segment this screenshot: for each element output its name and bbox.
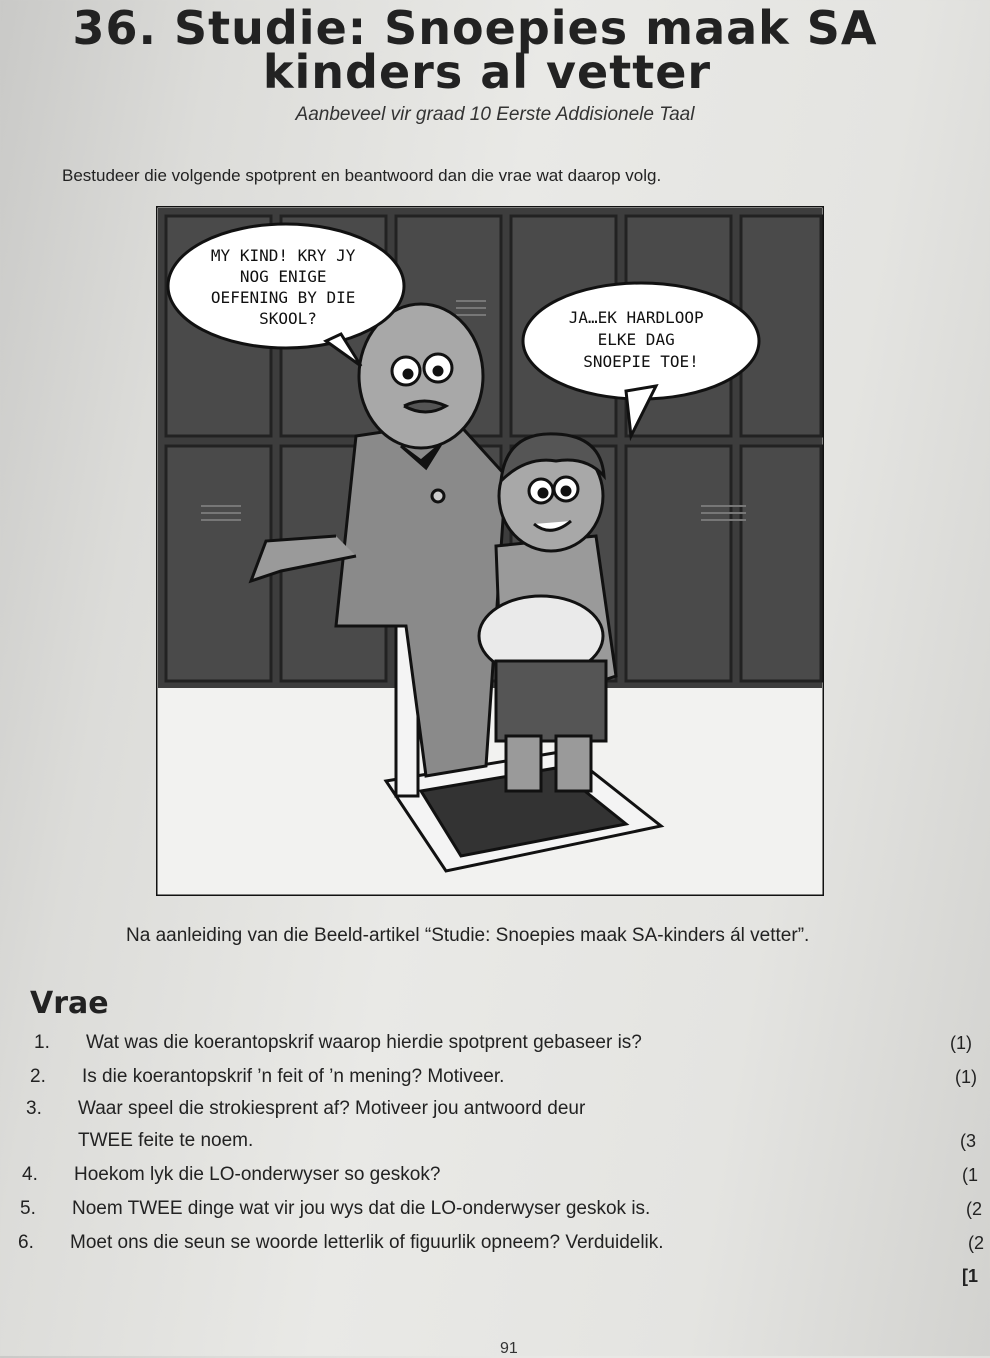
bubble-teacher-line: OEFENING BY DIE: [210, 288, 356, 307]
instruction-text: Bestudeer die volgende spotprent en beantwoord dan die vrae wat daarop volg.: [62, 166, 662, 185]
question-number: 5.: [20, 1198, 36, 1219]
question-mark: (2: [966, 1199, 983, 1219]
question-number: 6.: [18, 1232, 34, 1253]
question-mark: (1): [955, 1067, 977, 1087]
bubble-teacher-line: MY KIND! KRY JY: [210, 246, 356, 265]
questions-heading: Vrae: [30, 986, 109, 1021]
question-text: Waar speel die strokiesprent af? Motiveer jou antwoord deur: [78, 1098, 586, 1119]
boy-figure: [479, 434, 616, 791]
bubble-boy-line: ELKE DAG: [597, 330, 675, 349]
question-number: 2.: [30, 1066, 46, 1087]
cartoon-caption: Na aanleiding van die Beeld-artikel “Studie: Snoepies maak SA-kinders ál vetter”.: [126, 925, 810, 946]
page-number: 91: [500, 1340, 518, 1357]
question-text: Wat was die koerantopskrif waarop hierdie spotprent gebaseer is?: [86, 1032, 642, 1053]
question-text: Moet ons die seun se woorde letterlik of figuurlik opneem? Verduidelik.: [70, 1232, 664, 1253]
title-line-1: 36. Studie: Snoepies maak SA: [72, 1, 878, 55]
question-text: Noem TWEE dinge wat vir jou wys dat die LO-onderwyser geskok is.: [72, 1198, 651, 1219]
bubble-boy-line: SNOEPIE TOE!: [583, 352, 699, 371]
question-text: TWEE feite te noem.: [78, 1130, 254, 1151]
question-mark: (1): [950, 1033, 972, 1053]
question-number: 1.: [34, 1032, 50, 1053]
question-number: 3.: [26, 1098, 42, 1119]
bubble-teacher-line: NOG ENIGE: [239, 267, 327, 286]
question-number: 4.: [22, 1164, 38, 1185]
question-text: Is die koerantopskrif ’n feit of ’n mening? Motiveer.: [82, 1066, 505, 1087]
question-mark: (2: [968, 1233, 985, 1253]
question-mark: (1: [962, 1165, 979, 1185]
total-mark: [1: [962, 1266, 979, 1286]
question-mark: (3: [960, 1131, 977, 1151]
cartoon-illustration: [156, 206, 824, 896]
bubble-teacher-line: SKOOL?: [259, 309, 317, 328]
bubble-boy-line: JA…EK HARDLOOP: [568, 308, 704, 327]
title-line-2: kinders al vetter: [262, 45, 712, 99]
question-text: Hoekom lyk die LO-onderwyser so geskok?: [74, 1164, 441, 1185]
subtitle: Aanbeveel vir graad 10 Eerste Addisionele Taal: [295, 104, 695, 125]
